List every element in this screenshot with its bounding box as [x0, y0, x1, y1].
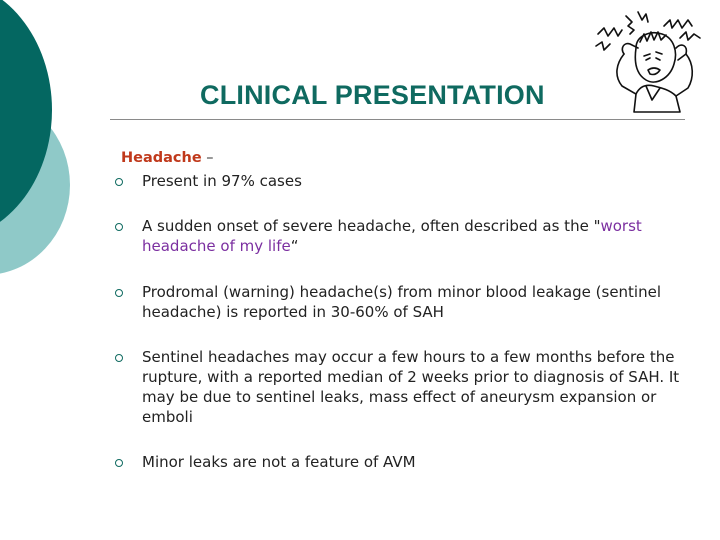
- bullet-text: Present in 97% cases: [142, 172, 302, 190]
- bullet-text: Prodromal (warning) headache(s) from minor blood leakage (sentinel headache) is reported in 30-60% of SAH: [142, 283, 662, 321]
- bullet-list: [110, 171, 695, 472]
- bullet-text: Sentinel headaches may occur a few hours to a few months before the rupture, with a reported median of 2 weeks prior to diagnosis of SAH. It may be due to sentinel leaks, mass effect of aneurysm expansion or emboli: [142, 348, 680, 426]
- heading-dash: –: [201, 150, 214, 166]
- hollow-circle-bullet-icon: [115, 354, 123, 362]
- hollow-circle-bullet-icon: [115, 289, 123, 297]
- bullet-item: [110, 347, 695, 427]
- slide-title: CLINICAL PRESENTATION: [200, 80, 545, 110]
- hollow-circle-bullet-icon: [115, 459, 123, 467]
- bullet-text: Minor leaks are not a feature of AVM: [142, 453, 416, 471]
- headache-person-clipart-icon: [584, 8, 712, 116]
- title-divider: [110, 119, 685, 120]
- hollow-circle-bullet-icon: [115, 178, 123, 186]
- bullet-text-end: “: [290, 237, 299, 255]
- quote-highlight: worst headache of my life: [142, 217, 642, 255]
- section-heading: [121, 150, 214, 166]
- bullet-item: [110, 171, 695, 191]
- bullet-item: [110, 282, 695, 322]
- bullet-text: A sudden onset of severe headache, often described as the ": [142, 217, 601, 235]
- bullet-item: [110, 216, 695, 256]
- hollow-circle-bullet-icon: [115, 223, 123, 231]
- heading-keyword: Headache: [121, 150, 202, 166]
- bullet-item: [110, 452, 695, 472]
